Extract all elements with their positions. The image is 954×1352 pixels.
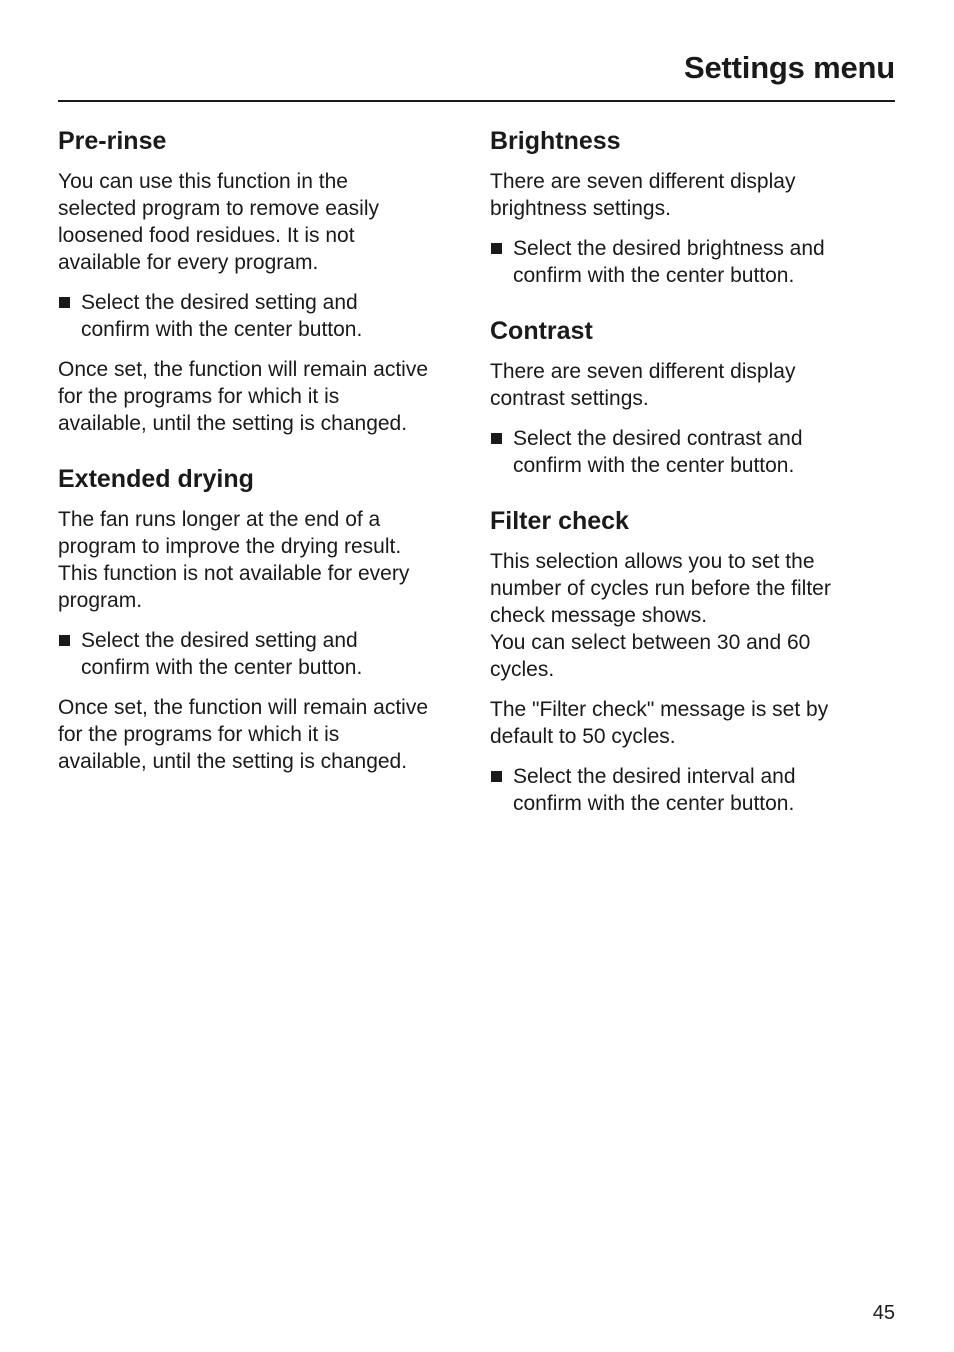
text-line: You can use this function in the [58, 170, 348, 193]
text-line: The "Filter check" message is set by [490, 698, 829, 721]
default-note [490, 696, 890, 750]
section-intro [490, 548, 890, 683]
text-line: number of cycles run before the filter [490, 577, 831, 600]
text-line: confirm with the center button. [81, 656, 363, 679]
text-line: brightness settings. [490, 197, 671, 220]
text-line: This function is not available for every [58, 562, 410, 585]
text-line: for the programs for which it is [58, 723, 340, 746]
section-contrast [490, 314, 890, 479]
bullet-square-icon [59, 297, 70, 308]
section-heading: Filter check [490, 507, 629, 535]
text-line: Select the desired setting and [81, 291, 358, 314]
bullet-square-icon [59, 635, 70, 646]
bullet-square-icon [491, 243, 502, 254]
text-line: confirm with the center button. [81, 318, 363, 341]
text-line: available for every program. [58, 251, 319, 274]
text-line: for the programs for which it is [58, 385, 340, 408]
text-line: contrast settings. [490, 387, 649, 410]
section-intro [58, 506, 470, 614]
text-line: Once set, the function will remain active [58, 696, 429, 719]
page-header [58, 48, 895, 102]
bullet-square-icon [491, 771, 502, 782]
section-intro [490, 358, 890, 412]
text-line: This selection allows you to set the [490, 550, 815, 573]
text-line: selected program to remove easily [58, 197, 379, 220]
text-line: Once set, the function will remain active [58, 358, 429, 381]
text-line: There are seven different display [490, 360, 796, 383]
text-line: cycles. [490, 658, 555, 681]
text-line: confirm with the center button. [513, 454, 795, 477]
instruction-bullet [490, 235, 890, 289]
bullet-square-icon [491, 433, 502, 444]
right-column [490, 124, 890, 842]
section-heading: Brightness [490, 127, 621, 155]
section-heading: Contrast [490, 317, 593, 345]
section-outro [58, 356, 470, 437]
section-intro [58, 168, 470, 276]
text-line: available, until the setting is changed. [58, 412, 408, 435]
text-line: Select the desired brightness and [513, 237, 825, 260]
text-line: confirm with the center button. [513, 792, 795, 815]
text-line: Select the desired contrast and [513, 427, 803, 450]
section-heading: Extended drying [58, 465, 254, 493]
text-line: Select the desired interval and [513, 765, 796, 788]
page-title: Settings menu [684, 50, 895, 85]
section-extended-drying [58, 462, 470, 775]
text-line: check message shows. [490, 604, 708, 627]
text-line: There are seven different display [490, 170, 796, 193]
instruction-bullet [58, 627, 470, 681]
text-line: available, until the setting is changed. [58, 750, 408, 773]
section-brightness [490, 124, 890, 289]
text-line: default to 50 cycles. [490, 725, 676, 748]
section-pre-rinse [58, 124, 470, 437]
text-line: Select the desired setting and [81, 629, 358, 652]
text-line: loosened food residues. It is not [58, 224, 355, 247]
left-column [58, 124, 470, 800]
instruction-bullet [490, 763, 890, 817]
text-line: program to improve the drying result. [58, 535, 402, 558]
text-line: The fan runs longer at the end of a [58, 508, 381, 531]
text-line: program. [58, 589, 143, 612]
page-number: 45 [872, 1302, 895, 1324]
instruction-bullet [490, 425, 890, 479]
instruction-bullet [58, 289, 470, 343]
text-line: confirm with the center button. [513, 264, 795, 287]
section-intro [490, 168, 890, 222]
text-line: You can select between 30 and 60 [490, 631, 811, 654]
section-heading: Pre-rinse [58, 127, 167, 155]
section-filter-check [490, 504, 890, 817]
section-outro [58, 694, 470, 775]
